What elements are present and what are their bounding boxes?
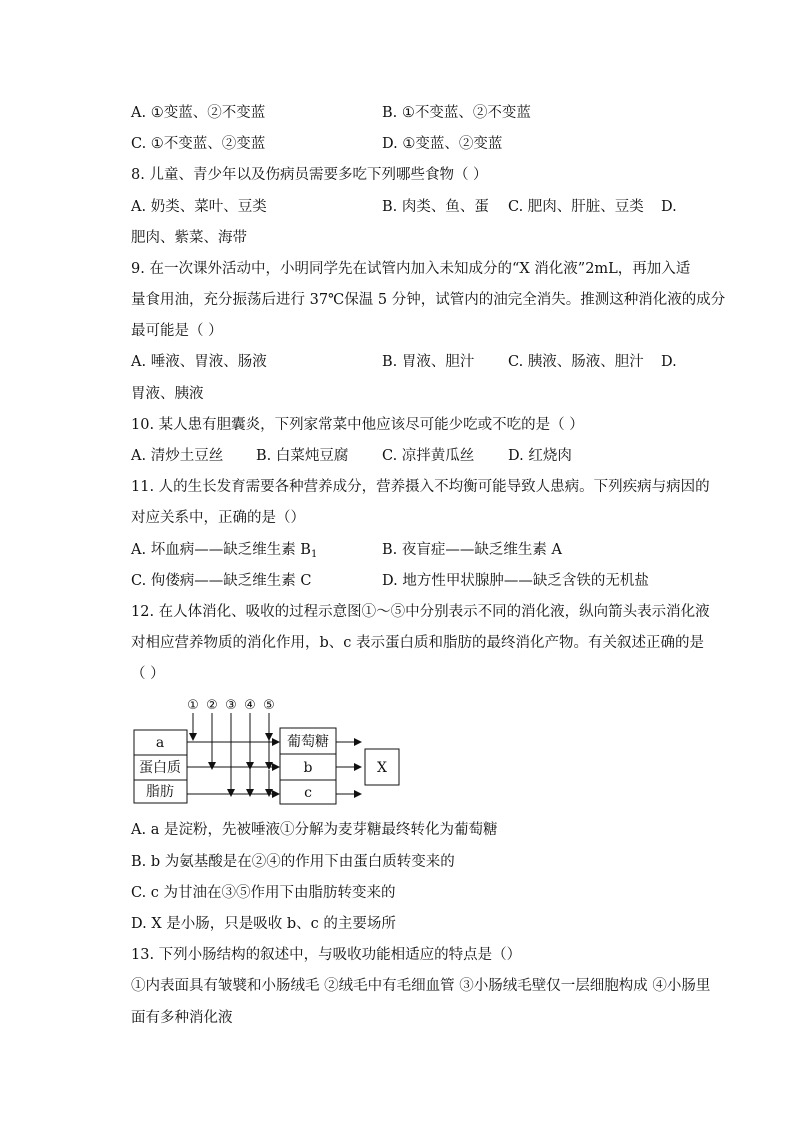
q11-option-a [131,540,317,565]
q9-option-d-text: 胃液、胰液 [131,386,204,402]
juice-label-1: ① [187,698,199,713]
q8-option-a: A. 奶类、菜叶、豆类 [131,199,267,215]
q7-option-b: B. ①不变蓝、②不变蓝 [382,105,531,121]
juice-label-3: ③ [225,698,237,713]
q8-stem: 8. 儿童、青少年以及伤病员需要多吃下列哪些食物（ ） [131,167,488,183]
digestion-diagram [131,690,411,810]
q13-items-2: 面有多种消化液 [131,1010,233,1026]
box-b-label: b [303,760,313,776]
box-glucose-label: 葡萄糖 [287,734,329,750]
q12-option-b: B. b 为氨基酸是在②④的作用下由蛋白质转变来的 [131,854,455,870]
horizontal-arrows [187,742,279,794]
q12-option-d: D. X 是小肠，只是吸收 b、c 的主要场所 [131,916,396,932]
q8-option-c: C. 肥肉、肝脏、豆类 [508,199,644,215]
product-boxes [280,728,336,804]
q8-option-b: B. 肉类、鱼、蛋 [382,199,489,215]
q11-option-b: B. 夜盲症——缺乏维生素 A [382,542,562,558]
q10-option-c: C. 凉拌黄瓜丝 [382,448,475,464]
q11-stem-2: 对应关系中，正确的是（） [131,510,305,526]
q8-option-d-prefix: D. [661,199,677,215]
q9-stem-3: 最可能是（ ） [131,323,223,339]
q10-option-d: D. 红烧肉 [508,448,572,464]
q12-stem-3: （ ） [131,666,165,682]
q8-option-d-text: 肥肉、紫菜、海带 [131,230,247,246]
q13-items-1: ①内表面具有皱襞和小肠绒毛 ②绒毛中有毛细血管 ③小肠绒毛壁仅一层细胞构成 ④小肠里 [131,978,711,994]
juice-label-2: ② [206,698,218,713]
q9-option-c: C. 胰液、肠液、胆汁 [508,354,644,370]
digestive-juice-labels [187,698,275,713]
juice-label-5: ⑤ [263,698,275,713]
q11-stem-1: 11. 人的生长发育需要各种营养成分，营养摄入不均衡可能导致人患病。下列疾病与病因的 [131,479,710,495]
q10-option-a: A. 清炒土豆丝 [131,448,224,464]
q9-stem-2: 量食用油，充分振荡后进行 37℃保温 5 分钟，试管内的油完全消失。推测这种消化液的成分 [131,292,726,308]
q11-option-d: D. 地方性甲状腺肿——缺乏含铁的无机盐 [382,573,649,589]
q7-option-c: C. ①不变蓝、②变蓝 [131,136,266,152]
digestion-arrows [193,713,269,796]
box-c-label: c [304,785,312,801]
q11-option-a-text: A. 坏血病——缺乏维生素 B [131,542,311,558]
q9-option-b: B. 胃液、胆汁 [382,354,475,370]
q12-option-a: A. a 是淀粉，先被唾液①分解为麦芽糖最终转化为葡萄糖 [131,822,498,838]
q7-option-d: D. ①变蓝、②变蓝 [382,136,503,152]
q11-option-c: C. 佝偻病——缺乏维生素 C [131,573,312,589]
box-fat-label: 脂肪 [146,784,174,800]
juice-label-4: ④ [244,698,256,713]
q12-stem-1: 12. 在人体消化、吸收的过程示意图①～⑤中分别表示不同的消化液，纵向箭头表示消化液 [131,604,710,620]
box-a-label: a [155,735,165,751]
q9-stem-1: 9. 在一次课外活动中，小明同学先在试管内加入未知成分的“X 消化液”2mL，再加入适 [131,261,691,277]
q10-option-b: B. 白菜炖豆腐 [256,448,349,464]
q10-stem: 10. 某人患有胆囊炎，下列家常菜中他应该尽可能少吃或不吃的是（ ） [131,417,584,433]
arrows-to-x [336,742,361,794]
q11-option-a-subscript: 1 [310,549,318,560]
box-protein-label: 蛋白质 [139,760,181,776]
box-x-label: X [377,760,387,776]
q12-option-c: C. c 为甘油在③⑤作用下由脂肪转变来的 [131,885,396,901]
nutrient-boxes [134,730,187,803]
q7-option-a: A. ①变蓝、②不变蓝 [131,105,266,121]
q12-stem-2: 对相应营养物质的消化作用，b、c 表示蛋白质和脂肪的最终消化产物。有关叙述正确的是 [131,635,705,651]
q9-option-d-prefix: D. [661,354,677,370]
q9-option-a: A. 唾液、胃液、肠液 [131,354,267,370]
q13-stem: 13. 下列小肠结构的叙述中，与吸收功能相适应的特点是（） [131,947,522,963]
